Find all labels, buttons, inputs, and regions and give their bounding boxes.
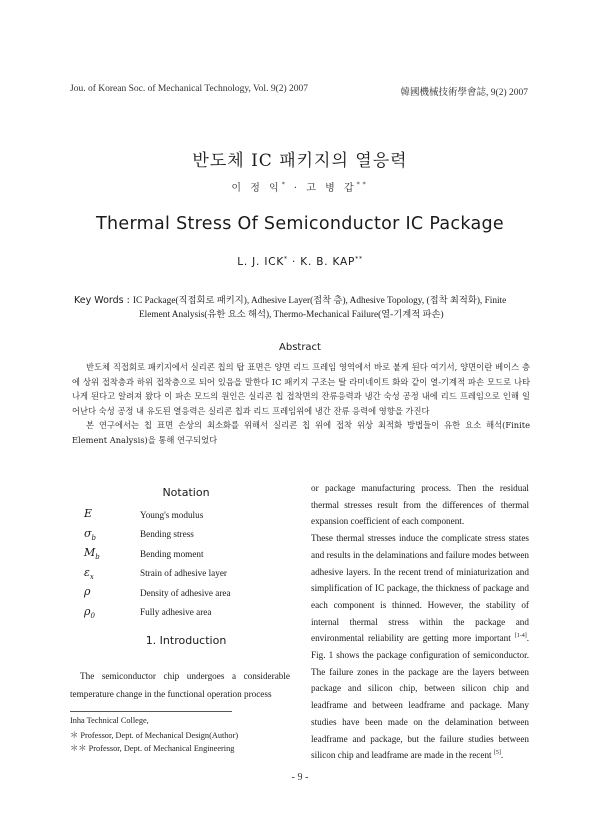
author-separator-en: · [287, 256, 301, 268]
author-1-en-mark: * [284, 255, 288, 263]
footnote-author-1: ＊ Professor, Dept. of Mechanical Design(Author) [70, 731, 239, 740]
keywords-block [74, 294, 534, 322]
notation-description: Bending moment [140, 548, 204, 559]
notation-symbol: ρ [84, 585, 91, 599]
notation-symbol: E [84, 507, 93, 521]
notation-row [84, 583, 294, 603]
notation-row [84, 544, 294, 564]
abstract-paragraph-2: 본 연구에서는 칩 표면 손상의 최소화를 위해서 실리콘 칩 위에 접착 위상 최적화 방법들이 유한 요소 해석(Finite Element Analysis)을 통해 연구되었다 [72, 420, 530, 445]
keywords-label: Key Words : [74, 295, 133, 306]
english-authors [0, 256, 600, 268]
page-number: - 9 - [291, 772, 309, 783]
abstract-paragraph-1: 반도체 직접회로 패키지에서 실리콘 칩의 탑 표면은 양면 리드 프레임 영역에서 바로 붙게 된다 여기서, 양면이란 베이스 층에 상위 접착층과 하위 접착층으로 되어 있음을 말한다 IC 패키지 구조는 탈 라미네이트 화와 같이 열-기계적 파손 모드로 나타나게 된다고 알려져 왔다 이 파손 모드의 원인은 실리콘 칩 접착면의 잔류응력과 냉간 숙성 공정 내에 리드 프레임으로 인해 일어난다 숙성 공정 내 유도된 열응력은 실리콘 칩과 리드 프레임위에 냉간 잔류 응력에 영향을 가진다 [72, 362, 530, 416]
abstract-body [72, 360, 530, 448]
author-2-ko: 고 병 갑 [306, 183, 357, 194]
author-1-ko-mark: * [281, 181, 288, 189]
notation-description: Young's modulus [140, 509, 204, 520]
notation-symbol: $\varepsilon_x$ [84, 565, 94, 581]
english-title: Thermal Stress Of Semiconductor IC Package [96, 214, 504, 234]
author-2-en: K. B. KAP [300, 256, 356, 268]
footnote-divider [70, 711, 232, 712]
notation-symbol: $\rho_0$ [84, 604, 95, 620]
citation-1-4: [1-4] [514, 633, 527, 640]
author-1-ko: 이 정 익 [231, 183, 282, 194]
section-title-introduction: 1. Introduction [145, 634, 227, 647]
korean-authors [0, 179, 600, 194]
footnote-affiliation: Inha Technical College, [70, 716, 149, 725]
citation-5: [5] [493, 750, 501, 757]
abstract-title: Abstract [279, 342, 321, 353]
introduction-right-column [311, 480, 529, 764]
journal-header-right: 韓國機械技術學會誌, 9(2) 2007 [400, 88, 528, 98]
author-1-en: L. J. ICK [237, 256, 285, 268]
notation-row [84, 505, 294, 525]
introduction-paragraph-2: These thermal stresses induce the complicate stress states and results in the delaminations and failure modes between adhesive layers. In the recent trend of miniaturization and simplification of IC package, the thickness of package and each component is thinned. However, the stability of internal thermal stress within the package and environmental reliability are getting more important [1-4]. Fig. 1 shows the package configuration of semiconductor. The failure zones in the package are the layers between package and silicon chip, between silicon chip and leadframe and between leadframe and package. Many studies have been made on the delamination between leadframe and package, but the failure studies between silicon chip and leadframe are made in the recent [5]. [311, 533, 529, 761]
author-2-en-mark: ** [355, 255, 363, 263]
journal-header-left: Jou. of Korean Soc. of Mechanical Technology, Vol. 9(2) 2007 [70, 84, 309, 94]
footnote-author-2: ＊＊ Professor, Dept. of Mechanical Engineering [70, 744, 235, 753]
notation-symbol: $M_b$ [84, 546, 100, 562]
author-2-ko-mark: ** [356, 181, 369, 189]
notation-description: Strain of adhesive layer [140, 568, 227, 579]
notation-list [84, 505, 294, 622]
introduction-paragraph-1: or package manufacturing process. Then the residual thermal stresses result from the differences of thermal expansion coefficient of each component. [311, 483, 529, 527]
notation-description: Fully adhesive area [140, 607, 212, 618]
author-separator-ko: · [287, 183, 307, 194]
notation-description: Density of adhesive area [140, 587, 231, 598]
korean-title: 반도체 IC 패키지의 열응력 [192, 151, 408, 171]
keywords-line-2: Element Analysis(유한 요소 해석), Thermo-Mechanical Failure(열-기계적 파손) [139, 310, 444, 320]
notation-description: Bending stress [140, 529, 194, 540]
keywords-line-1: IC Package(직접회로 패키지), Adhesive Layer(접착 층), Adhesive Topology, (접착 최적화), Finite [132, 296, 507, 306]
notation-row [84, 603, 294, 623]
notation-title: Notation [162, 486, 210, 499]
notation-row [84, 525, 294, 545]
notation-row [84, 564, 294, 584]
notation-symbol: $\sigma_b$ [84, 526, 96, 542]
introduction-left-paragraph: The semiconductor chip undergoes a considerable temperature change in the functional operation process [70, 671, 290, 699]
